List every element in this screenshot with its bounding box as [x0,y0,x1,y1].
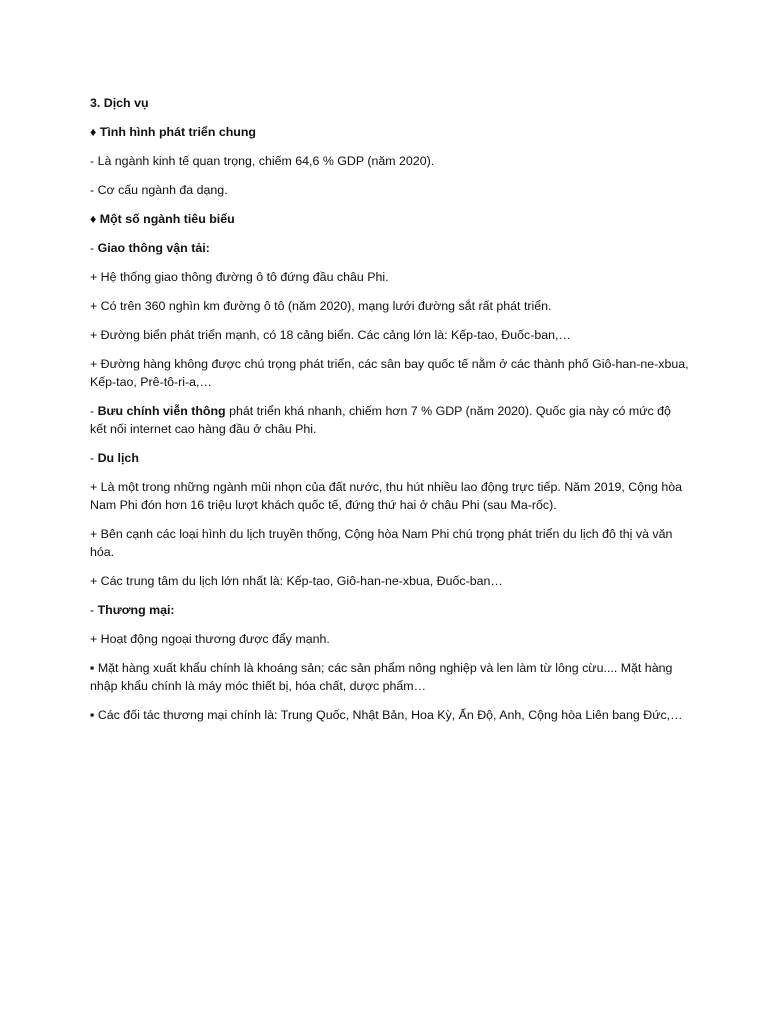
post-heading: Bưu chính viễn thông [97,404,226,418]
general-line-2: - Cơ cấu ngành đa dạng. [90,183,228,197]
transport-heading [90,239,690,257]
transport-heading-text: Giao thông vận tải: [97,241,210,255]
post-rest: phát triển khá nhanh, chiếm hơn 7 % GDP (năm 2020). Quốc gia này có mức độ kết nối internet cao hàng đầu ở châu Phi. [90,404,671,436]
tourism-heading-text: Du lịch [97,451,139,465]
transport-line-3: + Đường biển phát triển mạnh, có 18 cảng biển. Các cảng lớn là: Kếp-tao, Đuốc-ban,… [90,328,571,342]
trade-heading [90,601,690,619]
transport-line-4: + Đường hàng không được chú trọng phát triển, các sân bay quốc tế nằm ở các thành phố Giô-han-ne-xbua, Kếp-tao, Prê-tô-ri-a,… [90,357,689,389]
tourism-line-2: + Bên cạnh các loại hình du lịch truyền thống, Cộng hòa Nam Phi chú trọng phát triển du lịch đô thị và văn hóa. [90,527,673,559]
tourism-line-3: + Các trung tâm du lịch lớn nhất là: Kếp-tao, Giô-han-ne-xbua, Đuốc-ban… [90,574,503,588]
transport-line-1: + Hệ thống giao thông đường ô tô đứng đầu châu Phi. [90,270,389,284]
trade-line-1: + Hoạt động ngoại thương được đẩy mạnh. [90,632,330,646]
post-paragraph [90,402,690,438]
transport-prefix: - [90,241,98,255]
document-page [90,94,690,735]
tourism-heading [90,449,690,467]
general-line-1: - Là ngành kinh tế quan trọng, chiếm 64,6 % GDP (năm 2020). [90,154,435,168]
transport-line-2: + Có trên 360 nghìn km đường ô tô (năm 2020), mạng lưới đường sắt rất phát triển. [90,299,552,313]
tourism-prefix: - [90,451,98,465]
trade-heading-text: Thương mại: [97,603,175,617]
trade-line-2: ▪ Mặt hàng xuất khẩu chính là khoáng sản; các sản phẩm nông nghiệp và len làm từ lông cừu.... Mặt hàng nhập khẩu chính là máy móc thiết bị, hóa chất, dược phẩm… [90,661,673,693]
tourism-line-1: + Là một trong những ngành mũi nhọn của đất nước, thu hút nhiều lao động trực tiếp. Năm 2019, Cộng hòa Nam Phi đón hơn 16 triệu lượt khách quốc tế, đứng thứ hai ở châu Phi (sau Ma-rốc). [90,480,683,512]
typical-heading: ♦ Một số ngành tiêu biểu [90,212,235,226]
post-prefix: - [90,404,98,418]
trade-prefix: - [90,603,98,617]
general-heading: ♦ Tình hình phát triển chung [90,125,257,139]
section-title: 3. Dịch vụ [90,96,149,110]
trade-line-3: ▪ Các đối tác thương mại chính là: Trung Quốc, Nhật Bản, Hoa Kỳ, Ấn Độ, Anh, Cộng hòa Liên bang Đức,… [90,708,683,722]
